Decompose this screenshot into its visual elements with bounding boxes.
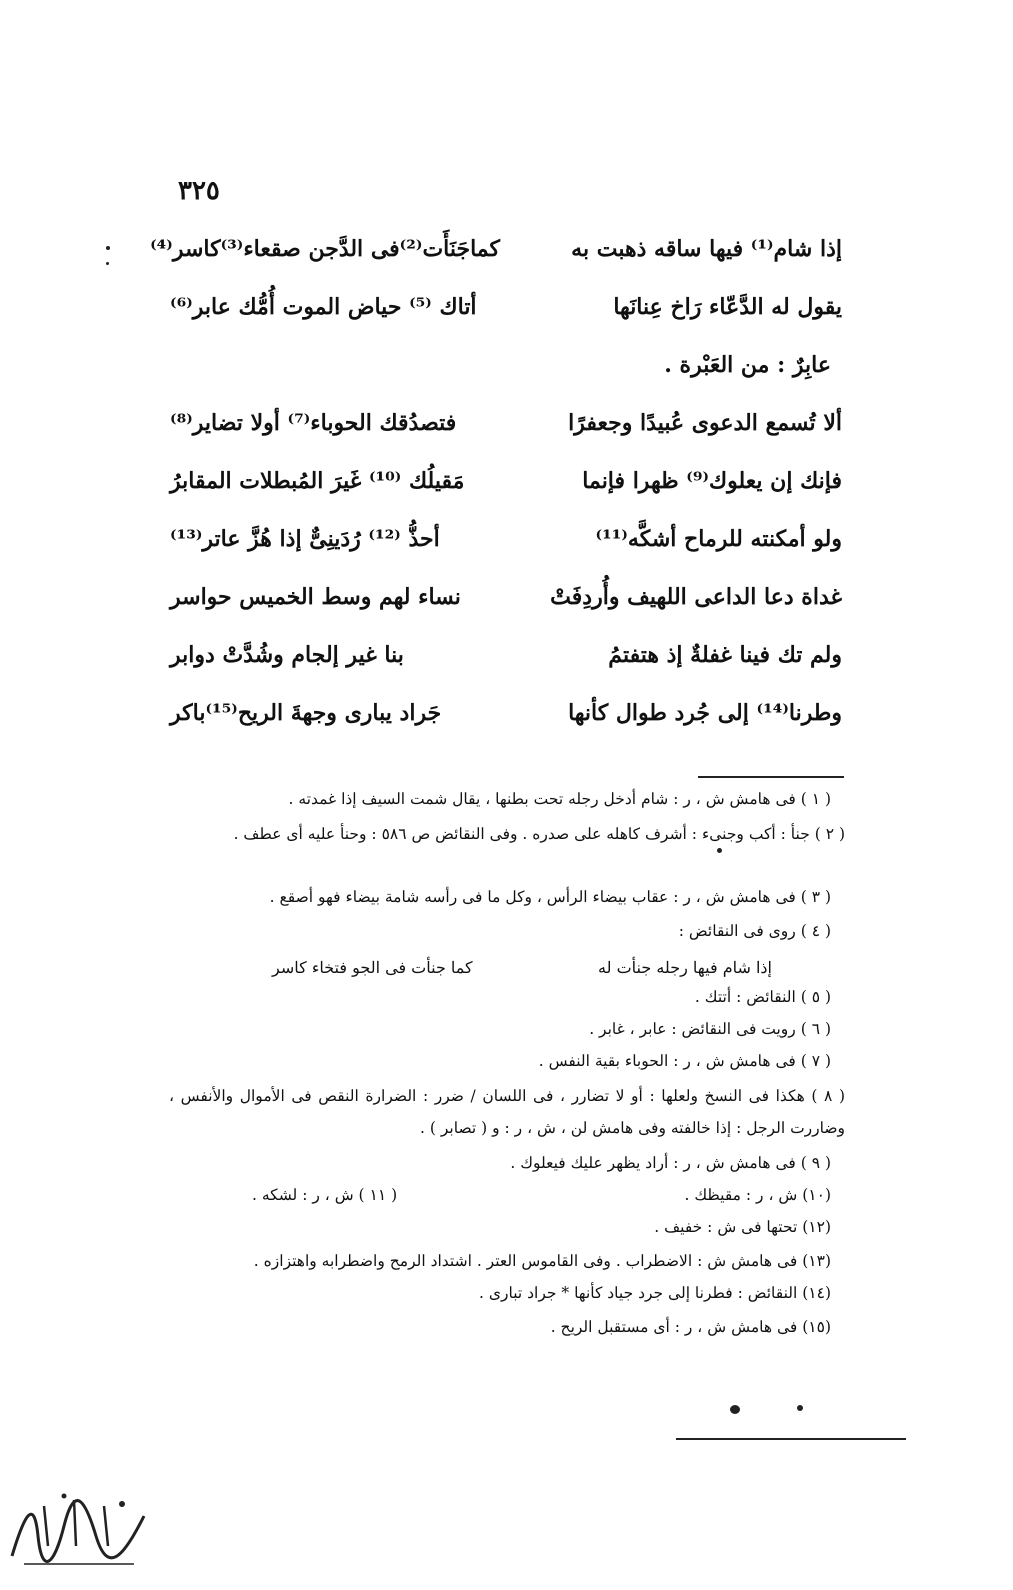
verse-line — [170, 526, 842, 570]
quoted-verse-second: كما جنأت فى الجو فتخاء كاسر — [272, 958, 473, 977]
footnote: (١٣) فى هامش ش : الاضطراب . وفى القاموس العتر . اشتداد الرمح واضطرابه واهتزازه . — [253, 1252, 831, 1270]
ink-speck — [106, 262, 109, 265]
verse-second-hemistich: مَقيلُك ⁽¹⁰⁾ غَيرَ المُبطلات المقابرُ — [170, 468, 465, 494]
footnote: (١٥) فى هامش ش ، ر : أى مستقبل الريح . — [550, 1318, 831, 1336]
verse-first-hemistich: يقول له الدَّعّاء رَاخ عِنانَها — [613, 294, 842, 320]
ink-speck — [797, 1405, 803, 1411]
verse-first-hemistich: غداة دعا الداعى اللهيف وأُردِفَتْ — [550, 584, 842, 610]
footnote: (١٢) تحتها فى ش : خفيف . — [654, 1218, 831, 1236]
footnote: ( ٢ ) جنأ : أكب وجنىء : أشرف كاهله على صدره . وفى النقائض ص ٥٨٦ : وحنأ عليه أى عطف . — [233, 825, 845, 843]
verse-line — [170, 642, 842, 686]
verse-line — [170, 700, 842, 744]
verse-line — [170, 410, 842, 454]
verse-second-hemistich: أتاك ⁽⁵⁾ حياض الموت أُمُّك عابر⁽⁶⁾ — [170, 294, 477, 320]
verse-line — [170, 294, 842, 338]
ink-speck — [106, 246, 110, 250]
verse-first-hemistich: ولو أمكنته للرماح أشكَّه⁽¹¹⁾ — [595, 526, 842, 552]
verse-second-hemistich: بنا غير إلجام وشُدَّتْ دوابر — [170, 642, 404, 668]
library-seal-logo — [4, 1476, 154, 1576]
verse-second-hemistich: فتصدُقك الحوباء⁽⁷⁾ أولا تضاير⁽⁸⁾ — [170, 410, 457, 436]
verse-first-hemistich: ولم تك فينا غفلةٌ إذ هتفتمُ — [608, 642, 842, 668]
bottom-rule — [676, 1438, 906, 1440]
verse-first-hemistich: ألا تُسمع الدعوى عُبيدًا وجعفرًا — [568, 410, 842, 436]
footnote: ( ٣ ) فى هامش ش ، ر : عقاب بيضاء الرأس ، وكل ما فى رأسه شامة بيضاء فهو أصقع . — [269, 888, 831, 906]
footnote: ( ١١ ) ش ، ر : لشكه . — [252, 1186, 398, 1204]
footnote: ( ٩ ) فى هامش ش ، ر : أراد يظهر عليك فيعلوك . — [510, 1154, 831, 1172]
verse-second-hemistich: أحذُّ ⁽¹²⁾ رُدَينِىٌّ إذا هُزَّ عاتر⁽¹³⁾ — [170, 526, 440, 552]
footnote: ( ١ ) فى هامش ش ، ر : شام أدخل رجله تحت بطنها ، يقال شمت السيف إذا غمدته . — [288, 790, 831, 808]
verse-line — [150, 236, 842, 280]
gloss-line: عابِرٌ : من العَبْرة . — [664, 352, 831, 378]
verse-line — [170, 468, 842, 512]
verse-line — [170, 584, 842, 628]
ink-speck — [717, 848, 722, 853]
ink-speck — [730, 1405, 740, 1414]
verse-second-hemistich: جَراد يبارى وجهةَ الريح⁽¹⁵⁾باكر — [170, 700, 442, 726]
footnote: ( ٦ ) رويت فى النقائض : عابر ، غابر . — [589, 1020, 831, 1038]
quoted-verse-first: إذا شام فيها رجله جنأت له — [598, 958, 772, 977]
verse-first-hemistich: إذا شام⁽¹⁾ فيها ساقه ذهبت به — [571, 236, 842, 262]
footnote: (١٤) النقائض : فطرنا إلى جرد جياد كأنها * جراد تبارى . — [479, 1284, 831, 1302]
verse-first-hemistich: وطرنا⁽¹⁴⁾ إلى جُرد طوال كأنها — [568, 700, 842, 726]
verse-second-hemistich: كماجَنَأَت⁽²⁾فى الدَّجن صقعاء⁽³⁾كاسر⁽⁴⁾ — [150, 236, 500, 262]
verse-second-hemistich: نساء لهم وسط الخميس حواسر — [170, 584, 461, 610]
footnote-separator — [698, 776, 844, 778]
footnote: (١٠) ش ، ر : مقيظك . — [684, 1186, 831, 1204]
page-number: ٣٢٥ — [178, 176, 220, 206]
footnote: ( ٧ ) فى هامش ش ، ر : الحوباء بقية النفس . — [538, 1052, 831, 1070]
footnote: ( ٤ ) روى فى النقائض : — [678, 922, 831, 940]
verse-first-hemistich: فإنك إن يعلوك⁽⁹⁾ ظهرا فإنما — [582, 468, 842, 494]
footnote: ( ٥ ) النقائض : أتتك . — [694, 988, 831, 1006]
footnote: ( ٨ ) هكذا فى النسخ ولعلها : أو لا تضارر ، فى اللسان / ضرر : الضرارة النقص فى الأموال والأنفس ، وضاررت الرجل : إذا خالفته وفى هامش لن ، ش ، ر : و ( تصابر ) . — [169, 1087, 845, 1137]
